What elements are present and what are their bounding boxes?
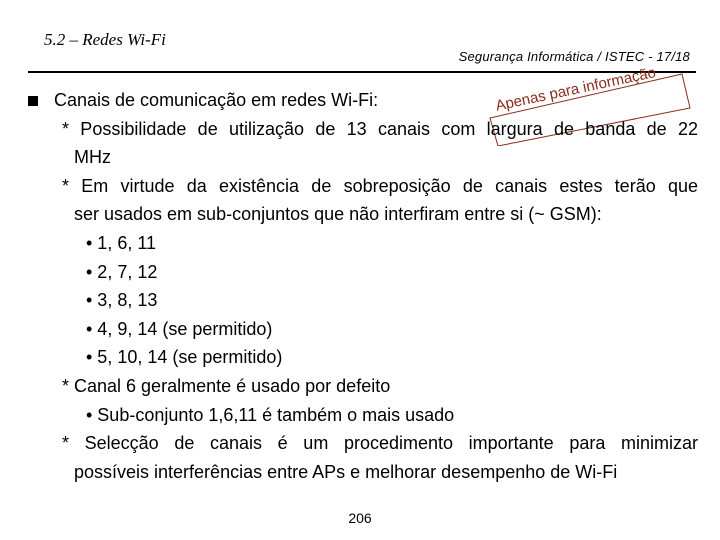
list-item: • Sub-conjunto 1,6,11 é também o mais usado: [86, 404, 455, 425]
list-item: • 2, 7, 12: [86, 261, 158, 282]
list-item: • 4, 9, 14 (se permitido): [86, 318, 273, 339]
paragraph-line: * Canal 6 geralmente é usado por defeito: [62, 376, 391, 396]
list-item: • 1, 6, 11: [86, 233, 157, 253]
paragraph-line: * Possibilidade de utilização de 13 canais com largura de banda de 22: [62, 118, 698, 139]
stamp-text: Apenas para informação: [494, 64, 658, 115]
square-bullet: [28, 96, 38, 106]
paragraph-line: * Selecção de canais é um procedimento importante para minimizar: [62, 433, 698, 454]
page-number: 206: [348, 510, 372, 526]
paragraph-line: MHz: [74, 147, 111, 168]
list-item: • 5, 10, 14 (se permitido): [86, 347, 283, 368]
paragraph-line: possíveis interferências entre APs e melhorar desempenho de Wi-Fi: [74, 461, 618, 482]
header-reference: Segurança Informática / ISTEC - 17/18: [458, 49, 690, 64]
paragraph-line: ser usados em sub-conjuntos que não interfiram entre si (~ GSM):: [74, 204, 602, 225]
section-title: 5.2 – Redes Wi-Fi: [44, 30, 166, 49]
paragraph-line: * Em virtude da existência de sobreposição de canais estes terão que: [62, 175, 698, 196]
list-item: • 3, 8, 13: [86, 290, 158, 311]
slide-heading: Canais de comunicação em redes Wi-Fi:: [54, 90, 379, 110]
